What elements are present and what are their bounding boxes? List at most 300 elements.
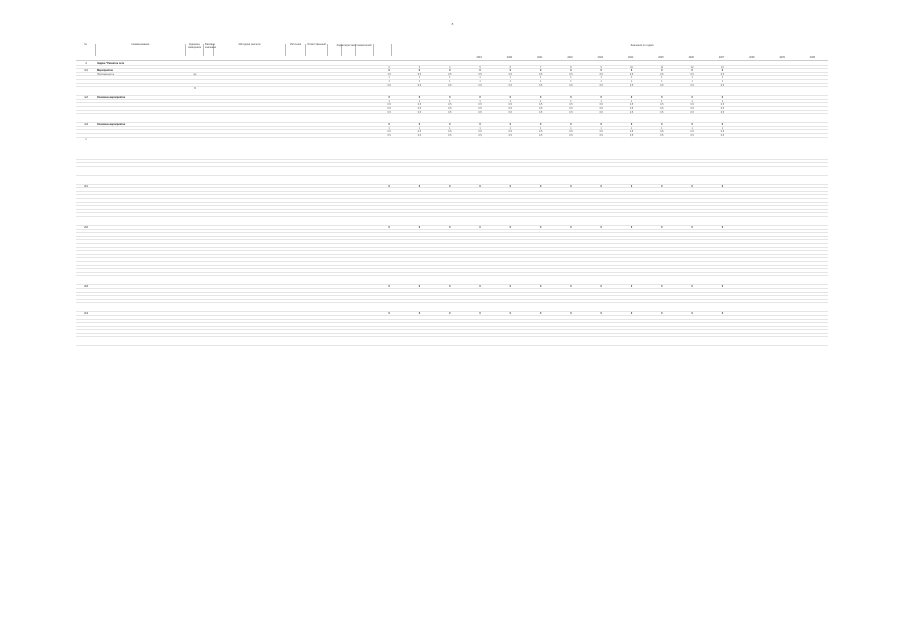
cell-year-value: 0 (600, 69, 602, 73)
cell-year-value (525, 233, 555, 236)
cell-name (96, 163, 186, 166)
cell-empty (342, 312, 356, 315)
cell-year-value (465, 87, 495, 95)
cell-year-value: 0 (661, 226, 663, 230)
cell-year-value: 0,5 (538, 130, 543, 134)
cell-name (96, 199, 186, 202)
cell-year-value: 1 (691, 99, 693, 103)
cell-year-value: 0,5 (660, 106, 664, 110)
cell-year-value (495, 203, 525, 206)
cell-empty (306, 258, 328, 261)
cell-name (96, 210, 186, 213)
cell-unit (186, 240, 204, 243)
cell-empty (342, 244, 356, 247)
cell-empty (306, 285, 328, 288)
cell-year-value: 1 (449, 126, 451, 130)
cell-empty (356, 127, 374, 130)
cell-empty (342, 103, 356, 106)
cell-name (96, 103, 186, 106)
cell-year-value (556, 163, 586, 166)
cell-year-value (465, 199, 495, 202)
cell-year-value: 0,5 (660, 110, 664, 114)
year-label: 2026 (688, 56, 694, 59)
cell-empty (214, 76, 286, 79)
cell-name (96, 285, 186, 288)
cell-empty (328, 188, 342, 191)
cell-name (96, 300, 186, 303)
cell-year-value (495, 289, 525, 292)
cell-year-value: 7 (539, 65, 542, 69)
cell-unit (186, 199, 204, 202)
cell-no (76, 269, 96, 272)
cell-year-value: 0,5 (417, 106, 422, 110)
cell-unit (186, 160, 204, 163)
cell-year-value (556, 248, 586, 251)
cell-name (96, 195, 186, 198)
cell-unit (186, 258, 204, 261)
cell-empty (204, 251, 214, 254)
cell-empty (286, 312, 306, 315)
cell-name (96, 87, 186, 95)
cell-empty (356, 114, 374, 122)
cell-empty (204, 312, 214, 315)
cell-empty (204, 199, 214, 202)
cell-year-value: 0,5 (448, 110, 452, 114)
cell-name (96, 130, 186, 133)
cell-year-value (707, 320, 737, 323)
cell-empty (204, 269, 214, 272)
cell-name (96, 258, 186, 261)
cell-empty (214, 107, 286, 110)
cell-year-value (435, 210, 465, 213)
cell-year-value (586, 273, 616, 276)
cell-empty (204, 188, 214, 191)
cell-empty (286, 262, 306, 265)
cell-year-value (435, 203, 465, 206)
cell-empty (342, 96, 356, 99)
cell-empty (204, 210, 214, 213)
cell-year-value (677, 203, 707, 206)
cell-name (96, 312, 186, 315)
cell-year-value (404, 237, 434, 240)
cell-empty (342, 213, 356, 216)
cell-year-value (404, 210, 434, 213)
cell-year-value (556, 160, 586, 163)
cell-empty (286, 320, 306, 323)
cell-empty (356, 334, 374, 337)
cell-year-value: 1 (418, 76, 421, 80)
cell-empty (306, 255, 328, 258)
cell-empty (286, 80, 306, 83)
cell-unit (186, 114, 204, 122)
cell-empty (214, 258, 286, 261)
cell-no (76, 199, 96, 202)
cell-year-value (556, 217, 586, 225)
cell-unit (186, 84, 204, 87)
cell-year-value (465, 192, 495, 195)
cell-unit (186, 251, 204, 254)
cell-year-value (495, 195, 525, 198)
cell-year-value: 1,5 (387, 72, 391, 76)
cell-year-value (677, 87, 707, 95)
cell-empty (356, 210, 374, 213)
cell-year-value (707, 167, 737, 175)
cell-year-value (465, 206, 495, 209)
cell-empty (214, 233, 286, 236)
year-label: 2030 (809, 56, 816, 59)
cell-empty (306, 138, 328, 159)
cell-year-value (586, 62, 616, 65)
cell-empty (286, 258, 306, 261)
cell-empty (214, 123, 286, 126)
cell-year-value (525, 210, 555, 213)
cell-empty (328, 293, 342, 296)
cell-year-value: 0,5 (660, 72, 664, 76)
cell-name (96, 240, 186, 243)
cell-empty (306, 266, 328, 269)
cell-empty (342, 255, 356, 258)
cell-year-value (435, 199, 465, 202)
cell-empty (328, 66, 342, 69)
cell-year-value: 1 (630, 126, 633, 130)
cell-empty (286, 87, 306, 95)
cell-name (96, 213, 186, 216)
cell-year-value (495, 192, 525, 195)
cell-unit (186, 188, 204, 191)
cell-year-value: 1 (479, 126, 481, 130)
cell-empty (328, 62, 342, 65)
cell-year-value: 1 (388, 79, 390, 83)
cell-empty (214, 210, 286, 213)
year-label: 2023 (597, 56, 603, 59)
cell-no: 1.2 (84, 96, 88, 100)
cell-year-value (677, 334, 707, 337)
cell-year-value: 0 (509, 312, 511, 316)
cell-empty (204, 163, 214, 166)
cell-year-value (495, 138, 525, 159)
cell-year-value (647, 269, 677, 272)
cell-year-value (435, 289, 465, 292)
cell-empty (356, 273, 374, 276)
cell-empty (204, 73, 214, 76)
cell-year-value: 5 (479, 65, 481, 69)
cell-year-value (435, 233, 465, 236)
cell-empty (214, 230, 286, 233)
cell-year-value (677, 269, 707, 272)
cell-year-value (374, 296, 404, 299)
cell-year-value (707, 213, 737, 216)
cell-year-value (404, 334, 434, 337)
cell-year-value (495, 248, 525, 251)
cell-empty (286, 303, 306, 311)
cell-empty (204, 258, 214, 261)
cell-year-value (495, 258, 525, 261)
cell-year-value: 0 (388, 226, 390, 230)
year-label: 2019 (476, 56, 482, 59)
cell-year-value: 8 (570, 65, 572, 69)
cell-year-value (374, 230, 404, 233)
cell-year-value (404, 87, 434, 95)
cell-empty (328, 69, 342, 72)
cell-year-value (374, 199, 404, 202)
cell-name: Протяженность (97, 72, 115, 76)
cell-year-value (647, 213, 677, 216)
cell-year-value (586, 160, 616, 163)
cell-year-value (707, 251, 737, 254)
cell-empty (328, 316, 342, 319)
cell-year-value (404, 203, 434, 206)
cell-empty (356, 160, 374, 163)
cell-year-value (586, 244, 616, 247)
cell-empty (214, 73, 286, 76)
cell-year-value: 0,5 (478, 106, 482, 110)
cell-year-value (404, 303, 434, 311)
cell-year-value (616, 276, 646, 284)
cell-empty (306, 111, 328, 114)
cell-year-value (707, 323, 737, 326)
cell-name (96, 80, 186, 83)
cell-empty (356, 300, 374, 303)
cell-year-value (465, 237, 495, 240)
cell-empty (342, 273, 356, 276)
cell-year-value (525, 316, 555, 319)
cell-year-value (647, 160, 677, 163)
cell-year-value: 0,5 (448, 72, 452, 76)
cell-unit (186, 192, 204, 195)
cell-year-value (677, 230, 707, 233)
cell-year-value (556, 273, 586, 276)
cell-empty (306, 84, 328, 87)
cell-year-value (616, 138, 646, 159)
cell-year-value (495, 320, 525, 323)
cell-year-value (374, 276, 404, 284)
cell-empty (204, 303, 214, 311)
cell-name (96, 76, 186, 79)
cell-empty (286, 107, 306, 110)
cell-year-value: 1 (570, 76, 572, 80)
cell-unit (186, 255, 204, 258)
cell-year-value (556, 230, 586, 233)
cell-empty (328, 199, 342, 202)
cell-year-value (495, 188, 525, 191)
cell-year-value: 0,5 (569, 133, 573, 137)
cell-year-value: 1 (539, 79, 542, 83)
cell-year-value (677, 296, 707, 299)
cell-empty (214, 276, 286, 284)
cell-unit (186, 127, 204, 130)
cell-year-value (525, 62, 555, 65)
cell-empty (356, 213, 374, 216)
cell-empty (356, 167, 374, 175)
header-cell: Единица измерения (186, 44, 204, 56)
cell-year-value (586, 316, 616, 319)
cell-empty (342, 266, 356, 269)
cell-empty (306, 289, 328, 292)
cell-year-value (465, 244, 495, 247)
cell-empty (214, 226, 286, 229)
cell-empty (214, 192, 286, 195)
cell-year-value (616, 334, 646, 337)
cell-year-value (525, 327, 555, 330)
cell-year-value: 0 (721, 96, 724, 100)
cell-year-value: 1 (721, 126, 724, 130)
cell-year-value: 0 (600, 96, 602, 100)
cell-year-value (647, 192, 677, 195)
cell-year-value (525, 138, 555, 159)
cell-empty (356, 123, 374, 126)
cell-year-value (647, 237, 677, 240)
cell-year-value (586, 327, 616, 330)
cell-year-value: 3 (418, 65, 421, 69)
cell-year-value (525, 167, 555, 175)
cell-empty (286, 337, 306, 345)
cell-empty (342, 323, 356, 326)
cell-unit (186, 262, 204, 265)
cell-empty (306, 62, 328, 65)
cell-year-value (677, 114, 707, 122)
cell-year-value (677, 300, 707, 303)
cell-name (96, 293, 186, 296)
cell-year-value: 1 (600, 126, 602, 130)
cell-year-value (495, 244, 525, 247)
cell-year-value (465, 203, 495, 206)
cell-no: 2.3 (84, 285, 88, 289)
cell-year-value (616, 316, 646, 319)
cell-name (96, 192, 186, 195)
cell-unit (186, 62, 204, 65)
cell-year-value (677, 195, 707, 198)
cell-empty (214, 87, 286, 95)
cell-year-value (616, 337, 646, 345)
cell-year-value: 0 (570, 226, 572, 230)
cell-year-value (435, 167, 465, 175)
cell-empty (356, 244, 374, 247)
cell-unit (186, 337, 204, 345)
cell-empty (204, 289, 214, 292)
cell-year-value (374, 266, 404, 269)
cell-empty (214, 176, 286, 184)
cell-no (76, 237, 96, 240)
cell-year-value (677, 192, 707, 195)
cell-empty (306, 73, 328, 76)
cell-year-value (374, 330, 404, 333)
cell-empty (328, 300, 342, 303)
cell-year-value: 1 (661, 99, 663, 103)
cell-empty (214, 66, 286, 69)
cell-year-value (465, 233, 495, 236)
cell-year-value: 1 (600, 79, 602, 83)
cell-empty (328, 312, 342, 315)
cell-unit (186, 195, 204, 198)
cell-year-value (586, 300, 616, 303)
cell-empty (204, 213, 214, 216)
cell-empty (204, 240, 214, 243)
cell-empty (214, 213, 286, 216)
cell-no (76, 327, 96, 330)
cell-name (96, 320, 186, 323)
cell-empty (214, 323, 286, 326)
cell-empty (342, 251, 356, 254)
cell-year-value: 1 (630, 76, 633, 80)
cell-no (76, 66, 96, 69)
cell-no (76, 80, 96, 83)
cell-year-value (374, 323, 404, 326)
cell-year-value (404, 233, 434, 236)
cell-year-value (525, 258, 555, 261)
cell-unit (186, 167, 204, 175)
cell-year-value: 0 (721, 285, 724, 289)
cell-year-value (525, 237, 555, 240)
cell-year-value: 0 (418, 285, 421, 289)
cell-year-value: 0,5 (690, 103, 694, 107)
cell-empty (214, 293, 286, 296)
cell-year-value (495, 269, 525, 272)
cell-year-value (556, 138, 586, 159)
cell-year-value (495, 327, 525, 330)
cell-year-value: 0 (721, 312, 724, 316)
cell-year-value (616, 255, 646, 258)
cell-name (96, 167, 186, 175)
cell-year-value (465, 248, 495, 251)
cell-empty (328, 285, 342, 288)
cell-empty (286, 323, 306, 326)
cell-empty (286, 230, 306, 233)
cell-year-value: 1 (479, 79, 481, 83)
cell-unit (186, 289, 204, 292)
cell-year-value: 1 (509, 79, 511, 83)
cell-year-value (556, 289, 586, 292)
cell-year-value (707, 244, 737, 247)
cell-year-value (647, 230, 677, 233)
cell-empty (328, 330, 342, 333)
cell-empty (356, 262, 374, 265)
cell-no (76, 303, 96, 311)
cell-year-value (707, 296, 737, 299)
cell-year-value: 9 (600, 65, 602, 69)
cell-year-value (707, 188, 737, 191)
cell-empty (286, 327, 306, 330)
cell-no: 2 (85, 137, 87, 141)
cell-year-value: 0,5 (508, 110, 512, 114)
cell-year-value: 0 (691, 69, 693, 73)
cell-name (96, 327, 186, 330)
cell-name (96, 66, 186, 69)
cell-year-value (586, 233, 616, 236)
cell-year-value (465, 327, 495, 330)
cell-year-value (525, 251, 555, 254)
cell-year-value (404, 240, 434, 243)
table-row (76, 217, 828, 226)
cell-year-value (465, 337, 495, 345)
cell-unit (186, 244, 204, 247)
cell-no: 1.3 (84, 123, 88, 127)
cell-empty (286, 138, 306, 159)
cell-year-value (707, 316, 737, 319)
cell-empty (328, 123, 342, 126)
cell-empty (356, 276, 374, 284)
cell-year-value (556, 244, 586, 247)
cell-no (76, 73, 96, 76)
cell-year-value (495, 230, 525, 233)
cell-empty (342, 114, 356, 122)
page-number: 8 (451, 22, 454, 26)
cell-empty (342, 127, 356, 130)
cell-year-value (495, 330, 525, 333)
cell-year-value (465, 289, 495, 292)
cell-year-value (374, 210, 404, 213)
cell-empty (286, 273, 306, 276)
cell-name (96, 203, 186, 206)
